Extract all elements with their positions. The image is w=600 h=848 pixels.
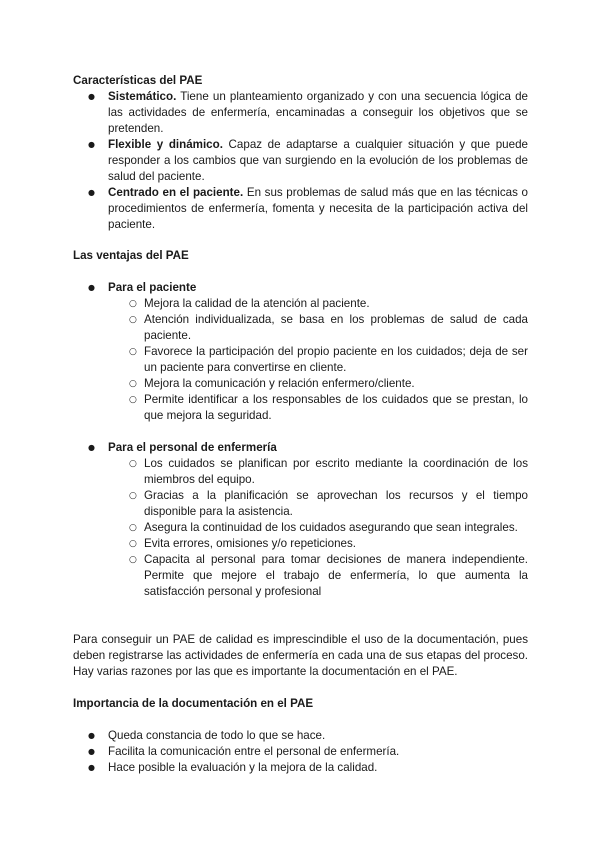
- sub-list-item: ○ Atención individualizada, se basa en los problemas de salud de cada paciente.: [73, 312, 528, 344]
- list-item: [73, 280, 528, 296]
- item-term: Flexible y dinámico.: [108, 138, 223, 151]
- list-item: [73, 137, 528, 185]
- subsection-title: Para el paciente: [108, 281, 197, 294]
- caracteristicas-list: [73, 89, 528, 233]
- list-item: [73, 185, 528, 233]
- sub-list-item: ○ Capacita al personal para tomar decisiones de manera independiente. Permite que mejore el trabajo de enfermería, lo que aumenta la satisfacción personal y profesional: [73, 552, 528, 600]
- sub-list-item: ○ Permite identificar a los responsables de los cuidados que se prestan, lo que mejora la seguridad.: [73, 392, 528, 424]
- list-item: [73, 440, 528, 456]
- sub-list-item: ○ Mejora la comunicación y relación enfermero/cliente.: [73, 376, 528, 392]
- importancia-list: [73, 728, 528, 776]
- intro-paragraph: Para conseguir un PAE de calidad es imprescindible el uso de la documentación, pues deben registrarse las actividades de enfermería en cada una de sus etapas del proceso. Hay varias razones por las que es importante la documentación en el PAE.: [73, 633, 528, 678]
- item-text: Capaz de adaptarse a cualquier situación y que puede responder a los cambios que van surgiendo en la evolución de los problemas de salud del paciente.: [108, 138, 528, 183]
- item-text: En sus problemas de salud más que en las técnicas o procedimientos de enfermería, fomenta y necesita de la participación activa del paciente.: [108, 186, 528, 231]
- list-item: ● Queda constancia de todo lo que se hace.: [73, 728, 528, 744]
- item-term: Sistemático.: [108, 90, 177, 103]
- ventajas-paciente: [73, 280, 528, 424]
- sub-list-item: ○ Evita errores, omisiones y/o repeticiones.: [73, 536, 528, 552]
- item-term: Centrado en el paciente.: [108, 186, 244, 199]
- section-heading-ventajas: Las ventajas del PAE: [73, 249, 189, 262]
- item-text: Tiene un planteamiento organizado y con una secuencia lógica de las actividades de enfermería, encaminadas a conseguir los objetivos que se pretenden.: [108, 90, 528, 135]
- sub-list-item: ○ Los cuidados se planifican por escrito mediante la coordinación de los miembros del equipo.: [73, 456, 528, 488]
- section-heading-importancia: Importancia de la documentación en el PAE: [73, 697, 314, 710]
- ventajas-personal: [73, 440, 528, 600]
- sub-list-item: ○ Asegura la continuidad de los cuidados asegurando que sean integrales.: [73, 520, 528, 536]
- list-item: ● Hace posible la evaluación y la mejora de la calidad.: [73, 760, 528, 776]
- subsection-title: Para el personal de enfermería: [108, 441, 277, 454]
- sub-list-item: ○ Gracias a la planificación se aprovechan los recursos y el tiempo disponible para la asistencia.: [73, 488, 528, 520]
- list-item: [73, 89, 528, 137]
- list-item: ● Facilita la comunicación entre el personal de enfermería.: [73, 744, 528, 760]
- section-heading-caracteristicas: Características del PAE: [73, 74, 203, 87]
- sub-list-item: ○ Mejora la calidad de la atención al paciente.: [73, 296, 528, 312]
- sub-list-item: ○ Favorece la participación del propio paciente en los cuidados; deja de ser un paciente para convertirse en cliente.: [73, 344, 528, 376]
